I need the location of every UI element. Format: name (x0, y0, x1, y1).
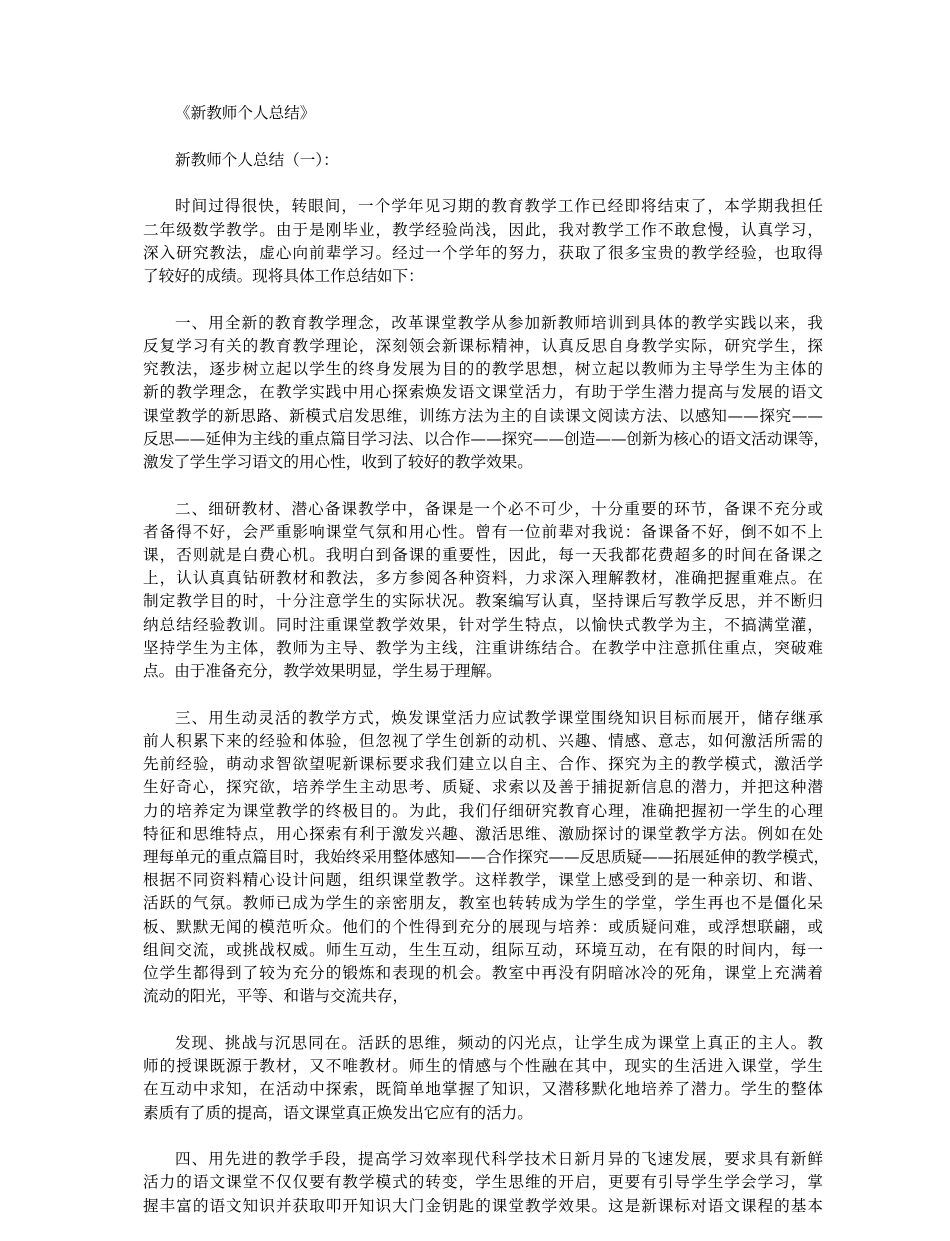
paragraph-line: 活力的语文课堂不仅仅要有教学模式的转变，学生思维的开启，更要有引导学生学会学习，掌 (143, 1173, 823, 1192)
paragraph (143, 1032, 823, 1125)
paragraph-line: 特征和思维特点，用心探索有利于激发兴趣、激活思维、激励探讨的课堂教学方法。例如在处 (143, 824, 823, 843)
paragraph-line: 素质有了质的提高，语文课堂真正焕发出它应有的活力。 (143, 1103, 533, 1122)
paragraph-line: 根据不同资料精心设计问题，组织课堂教学。这样教学，课堂上感受到的是一种亲切、和谐、 (143, 871, 823, 890)
paragraph-line: 位学生都得到了较为充分的锻炼和表现的机会。教室中再没有阴暗冰冷的死角，课堂上充满着 (143, 964, 823, 982)
document-subtitle: 新教师个人总结（一）： (175, 150, 339, 169)
paragraph-line: 点。由于准备充分，教学效果明显，学生易于理解。 (143, 662, 502, 681)
paragraph-line: 三、用生动灵活的教学方式，焕发课堂活力应试教学课堂围绕知识目标而展开，储存继承 (175, 708, 823, 727)
paragraph-line: 握丰富的语文知识并获取叩开知识大门金钥匙的课堂教学效果。这是新课标对语文课程的基本 (143, 1196, 823, 1215)
document-page (143, 102, 830, 1241)
paragraph-line: 板、默默无闻的模范听众。他们的个性得到充分的展现与培养：或质疑问难，或浮想联翩，或 (143, 917, 823, 936)
paragraph-line: 二、细研教材、潜心备课教学中，备课是一个必不可少，十分重要的环节，备课不充分或 (175, 499, 823, 518)
paragraph-line: 上，认认真真钻研教材和教法，多方参阅各种资料，力求深入理解教材，准确把握重难点。在 (143, 569, 823, 588)
paragraph (143, 498, 823, 684)
paragraph (143, 195, 823, 288)
paragraph-line: 者备得不好，会严重影响课堂气氛和用心性。曾有一位前辈对我说：备课备不好，倒不如不上 (143, 522, 823, 541)
paragraph-line: 新的教学理念，在教学实践中用心探索焕发语文课堂活力，有助于学生潜力提高与发展的语文 (143, 383, 823, 402)
paragraph-line: 活跃的气氛。教师已成为学生的亲密朋友，教室也转转成为学生的学堂，学生再也不是僵化呆 (143, 894, 823, 913)
paragraph-line: 四、用先进的教学手段，提高学习效率现代科学技术日新月异的飞速发展，要求具有新鲜 (175, 1150, 823, 1169)
paragraph-line: 一、用全新的教育教学理念，改革课堂教学从参加新教师培训到具体的教学实践以来，我 (175, 313, 823, 332)
document-title: 《新教师个人总结》 (175, 104, 316, 122)
paragraph-line: 坚持学生为主体，教师为主导、教学为主线，注重讲练结合。在教学中注意抓住重点，突破难 (143, 638, 823, 657)
paragraph-line: 时间过得很快，转眼间，一个学年见习期的教育教学工作已经即将结束了，本学期我担任 (175, 197, 823, 216)
paragraph-line: 流动的阳光，平等、和谐与交流共存， (143, 987, 409, 1006)
paragraph-line: 前人积累下来的经验和体验，但忽视了学生创新的动机、兴趣、情感、意志，如何激活所需的 (143, 731, 823, 750)
paragraph-line: 先前经验，萌动求智欲望呢新课标要求我们建立以自主、合作、探究为主的教学模式，激活学 (143, 755, 823, 774)
paragraph-line: 理每单元的重点篇目时，我始终采用整体感知——合作探究——反思质疑——拓展延伸的教学模式， (143, 847, 830, 866)
paragraph-line: 在互动中求知，在活动中探索，既简单地掌握了知识，又潜移默化地培养了潜力。学生的整体 (143, 1080, 823, 1099)
paragraph-line: 课，否则就是白费心机。我明白到备课的重要性，因此，每一天我都花费超多的时间在备课之 (143, 546, 823, 565)
paragraph-line: 反思——延伸为主线的重点篇目学习法、以合作——探究——创造——创新为核心的语文活动课等， (143, 429, 830, 448)
paragraph (143, 312, 830, 474)
paragraph (143, 1148, 823, 1218)
paragraph-line: 组间交流，或挑战权威。师生互动，生生互动，组际互动，环境互动，在有限的时间内，每一 (143, 940, 823, 959)
document-body (143, 195, 830, 1217)
paragraph-line: 了较好的成绩。现将具体工作总结如下： (143, 267, 424, 286)
paragraph-line: 二年级数学教学。由于是刚毕业，教学经验尚浅，因此，我对教学工作不敢怠慢，认真学习， (143, 220, 823, 239)
paragraph-line: 课堂教学的新思路、新模式启发思维，训练方法为主的自读课文阅读方法、以感知——探究—— (143, 406, 823, 425)
paragraph-line: 制定教学目的时，十分注意学生的实际状况。教案编写认真，坚持课后写教学反思，并不断归 (143, 592, 823, 611)
paragraph-line: 究教法，逐步树立起以学生的终身发展为目的的教学思想，树立起以教师为主导学生为主体的 (143, 360, 823, 379)
paragraph-line: 反复学习有关的教育教学理论，深刻领会新课标精神，认真反思自身教学实际，研究学生，探 (143, 336, 823, 355)
paragraph-line: 生好奇心，探究欲，培养学生主动思考、质疑、求索以及善于捕捉新信息的潜力，并把这种潜 (143, 778, 823, 797)
paragraph-line: 纳总结经验教训。同时注重课堂教学效果，针对学生特点，以愉快式教学为主，不搞满堂灌， (143, 615, 823, 634)
paragraph-line: 深入研究教法，虚心向前辈学习。经过一个学年的努力，获取了很多宝贵的教学经验，也取得 (143, 243, 823, 262)
paragraph-line: 力的培养定为课堂教学的终极目的。为此，我们仔细研究教育心理，准确把握初一学生的心理 (143, 801, 823, 820)
paragraph-line: 发现、挑战与沉思同在。活跃的思维，频动的闪光点，让学生成为课堂上真正的主人。教 (175, 1033, 823, 1052)
paragraph-line: 师的授课既源于教材，又不唯教材。师生的情感与个性融在其中，现实的生活进入课堂，学生 (143, 1057, 823, 1076)
paragraph (143, 707, 830, 1009)
paragraph-line: 激发了学生学习语文的用心性，收到了较好的教学效果。 (143, 452, 533, 471)
